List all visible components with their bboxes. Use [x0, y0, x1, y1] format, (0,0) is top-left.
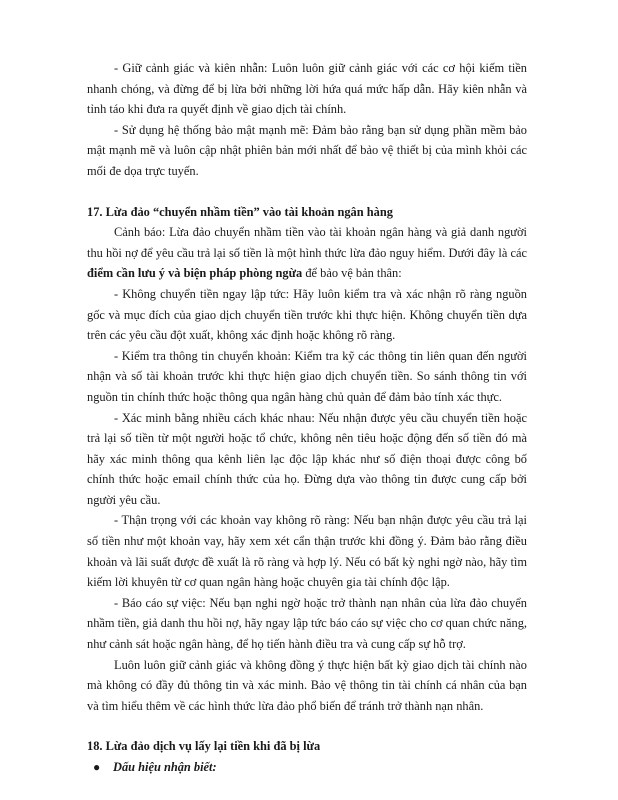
bullet-dot-icon: ●: [93, 760, 101, 774]
item-check-transfer-info: - Kiểm tra thông tin chuyển khoản: Kiểm tra kỹ các thông tin liên quan đến người nhận và số tài khoản trước khi thực hiện giao dịch chuyển tiền. So sánh thông tin với nguồn tin chính thức hoặc thông qua ngân hàng chủ quản để đảm bảo tính xác thực.: [87, 348, 527, 404]
bullet-label: Dấu hiệu nhận biết:: [113, 760, 217, 774]
section-17-heading: 17. Lừa đảo “chuyển nhầm tiền” vào tài khoản ngân hàng: [87, 204, 393, 219]
section-17-conclusion: Luôn luôn giữ cảnh giác và không đồng ý thực hiện bất kỳ giao dịch tài chính nào mà không có đầy đủ thông tin và xác minh. Bảo vệ thông tin tài chính cá nhân của bạn và tìm hiểu thêm về các hình thức lừa đảo phổ biến để tránh trở thành nạn nhân.: [87, 657, 527, 713]
intro-text: Cảnh báo: Lừa đảo chuyển nhầm tiền vào tài khoản ngân hàng và giả danh người thu hồi nợ để yêu cầu trả lại số tiền là một hình thức lừa đảo nguy hiểm. Dưới đây là các: [87, 225, 527, 260]
item-no-immediate-transfer: - Không chuyển tiền ngay lập tức: Hãy luôn kiểm tra và xác nhận rõ ràng nguồn gốc và mục đích của giao dịch chuyển tiền trước khi thực hiện. Không chuyển tiền dựa trên các yêu cầu đột xuất, không xác định hoặc không rõ ràng.: [87, 286, 527, 343]
intro-bold-text: điểm cần lưu ý và biện pháp phòng ngừa: [87, 266, 303, 281]
document-body: [87, 58, 527, 778]
section-gap: [87, 182, 527, 202]
section-18-heading: 18. Lừa đảo dịch vụ lấy lại tiền khi đã bị lừa: [87, 739, 321, 754]
section-17-intro: [87, 222, 527, 284]
section-gap: [87, 716, 527, 736]
item-verify-multiple-ways: - Xác minh bằng nhiều cách khác nhau: Nếu nhận được yêu cầu chuyển tiền hoặc trả lại số tiền từ một người hoặc tổ chức, không nên tiêu hoặc động đến số tiền đó mà hãy xác minh thông qua kênh liên lạc độc lập khác như số điện thoại được công bố chính thức hoặc email chính thức của họ. Đừng dựa vào thông tin được cung cấp bởi người yêu cầu.: [87, 410, 527, 507]
paragraph-patience: - Giữ cảnh giác và kiên nhẫn: Luôn luôn giữ cảnh giác với các cơ hội kiếm tiền nhanh chóng, và đừng để bị lừa bởi những lời hứa quá mức hấp dẫn. Hãy kiên nhẫn và tỉnh táo khi đưa ra quyết định về giao dịch tài chính.: [87, 61, 527, 117]
bullet-item: [87, 757, 527, 778]
paragraph-security-software: - Sử dụng hệ thống bảo mật mạnh mẽ: Đảm bảo rằng bạn sử dụng phần mềm bảo mật mạnh mẽ và luôn cập nhật phiên bản mới nhất để bảo vệ thiết bị của mình khỏi các mối đe dọa trực tuyến.: [87, 122, 527, 178]
item-careful-with-loans: - Thận trọng với các khoản vay không rõ ràng: Nếu bạn nhận được yêu cầu trả lại số tiền như một khoản vay, hãy xem xét cẩn thận trước khi đồng ý. Đảm bảo rằng điều khoản và lãi suất được đề xuất là rõ ràng và hợp lý. Nếu có bất kỳ nghi ngờ nào, hãy tìm kiếm lời khuyên từ cơ quan ngân hàng hoặc chuyên gia tài chính độc lập.: [87, 513, 527, 590]
item-report-incident: - Báo cáo sự việc: Nếu bạn nghi ngờ hoặc trở thành nạn nhân của lừa đảo chuyển nhầm tiền, giả danh thu hồi nợ, hãy ngay lập tức báo cáo sự việc cho cơ quan chức năng, như cảnh sát hoặc ngân hàng, để họ tiến hành điều tra và cung cấp sự hỗ trợ.: [87, 595, 527, 652]
intro-text-end: để bảo vệ bản thân:: [302, 266, 402, 281]
